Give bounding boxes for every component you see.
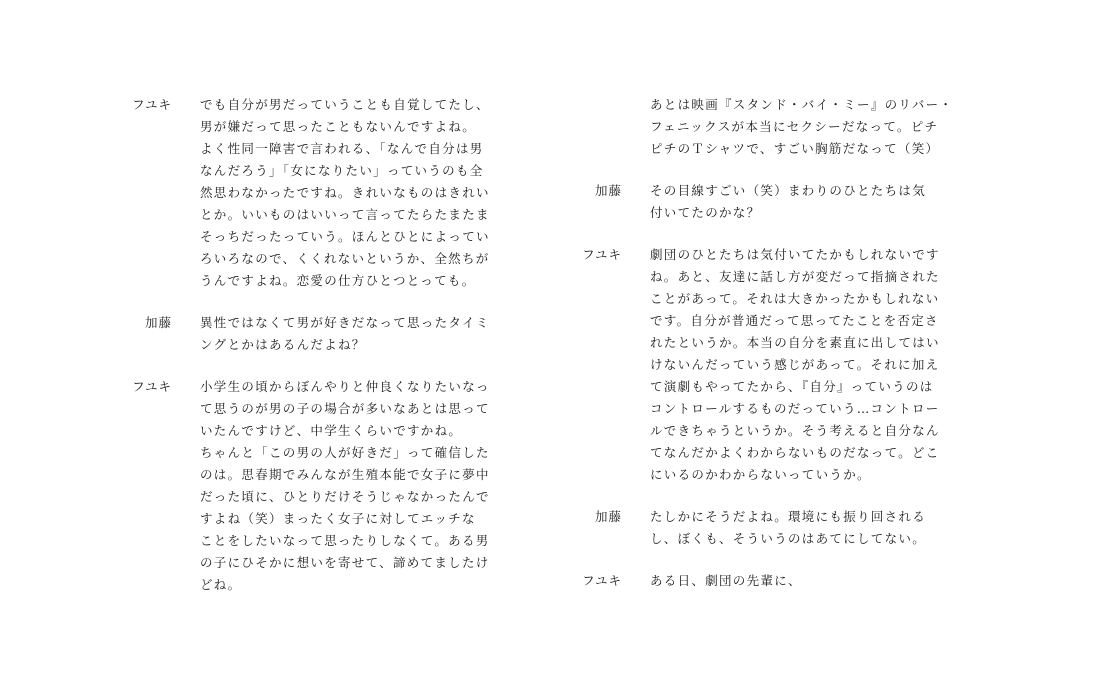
speech-line: ある日、劇団の先輩に、	[650, 573, 802, 588]
speech-line: れたというか。本当の自分を素直に出してはい	[650, 335, 940, 350]
speaker-name	[560, 94, 622, 160]
dialogue-entry	[560, 180, 960, 224]
speech-line: 劇団のひとたちは気付いてたかもしれないです	[650, 247, 940, 262]
speech-line: し、ぼくも、そういうのはあてにしてない。	[650, 531, 927, 546]
speech-line: の子にひそかに想いを寄せて、諦めてましたけ	[200, 555, 490, 570]
speech-line: ちゃんと「この男の人が好きだ」って確信した	[200, 445, 490, 460]
speech-line: だった頃に、ひとりだけそうじゃなかったんで	[200, 489, 490, 504]
left-column	[110, 94, 510, 616]
speech-line: ね。あと、友達に話し方が変だって指摘された	[650, 269, 940, 284]
speech-line: どね。	[200, 577, 242, 592]
speech-line: です。自分が普通だって思ってたことを否定さ	[650, 313, 939, 328]
speech-text	[650, 570, 952, 592]
speech-line: 然思わなかったですね。きれいなものはきれい	[200, 185, 490, 200]
speech-line: て演劇もやってたから、『自分』っていうのは	[650, 379, 934, 394]
dialogue-entry	[560, 570, 960, 592]
speech-line: て思うのが男の子の場合が多いなあとは思って	[200, 401, 490, 416]
speech-text	[650, 244, 952, 486]
speech-line: 男が嫌だって思ったこともないんですよね。	[200, 119, 477, 134]
speech-line: にいるのかわからないっていうか。	[650, 467, 871, 482]
speech-line: でも自分が男だっていうことも自覚してたし、	[200, 97, 490, 112]
speech-text	[200, 94, 502, 292]
speech-line: フェニックスが本当にセクシーだなって。ピチ	[650, 119, 939, 134]
speech-line: ルできちゃうというか。そう考えると自分なん	[650, 423, 940, 438]
speech-line: とか。いいものはいいって言ってたらたまたま	[200, 207, 490, 222]
dialogue-entry	[110, 376, 510, 596]
speech-line: その目線すごい（笑）まわりのひとたちは気	[650, 183, 927, 198]
speech-line: けないんだっていう感じがあって。それに加え	[650, 357, 940, 372]
speech-line: ングとかはあるんだよね？	[200, 337, 366, 352]
speaker-name: フユキ	[132, 379, 172, 394]
speech-text	[650, 180, 952, 224]
speech-line: コントロールするものだっていう…コントロー	[650, 401, 940, 416]
speaker-name: 加藤	[594, 509, 622, 524]
speech-line: ピチのＴシャツで、すごい胸筋だなって（笑）	[650, 141, 940, 156]
dialogue-entry	[560, 94, 960, 160]
speech-line: なんだろう」「女になりたい」っていうのも全	[200, 163, 484, 178]
right-column	[560, 94, 960, 612]
speech-line: ことがあって。それは大きかったかもしれない	[650, 291, 940, 306]
speaker-name: フユキ	[132, 97, 172, 112]
speech-line: 小学生の頃からぼんやりと仲良くなりたいなっ	[200, 379, 490, 394]
dialogue-entry	[560, 506, 960, 550]
speech-line: ことをしたいなって思ったりしなくて。ある男	[200, 533, 490, 548]
speech-text	[650, 506, 952, 550]
speech-line: 異性ではなくて男が好きだなって思ったタイミ	[200, 315, 490, 330]
speech-line: のは。思春期でみんなが生殖本能で女子に夢中	[200, 467, 490, 482]
speech-line: うんですよね。恋愛の仕方ひとつとっても。	[200, 273, 476, 288]
speech-line: いたんですけど、中学生くらいですかね。	[200, 423, 463, 438]
speaker-name: フユキ	[582, 573, 622, 588]
speech-line: てなんだかよくわからないものだなって。どこ	[650, 445, 940, 460]
speech-line: そっちだったっていう。ほんとひとによってい	[200, 229, 490, 244]
speaker-name: 加藤	[144, 315, 172, 330]
dialogue-entry	[560, 244, 960, 486]
speech-line: たしかにそうだよね。環境にも振り回される	[650, 509, 927, 524]
speech-text	[200, 312, 502, 356]
speech-line: 付いてたのかな？	[650, 205, 761, 220]
dialogue-entry	[110, 94, 510, 292]
speaker-name: フユキ	[582, 247, 622, 262]
speaker-name: 加藤	[594, 183, 622, 198]
speech-line: ろいろなので、くくれないというか、全然ちが	[200, 251, 490, 266]
speech-text	[650, 94, 952, 160]
speech-text	[200, 376, 502, 596]
dialogue-entry	[110, 312, 510, 356]
speech-line: すよね（笑）まったく女子に対してエッチな	[200, 511, 476, 526]
speech-line: よく性同一障害で言われる、「なんで自分は男	[200, 141, 484, 156]
speech-line: あとは映画『スタンド・バイ・ミー』のリバー・	[650, 97, 954, 112]
